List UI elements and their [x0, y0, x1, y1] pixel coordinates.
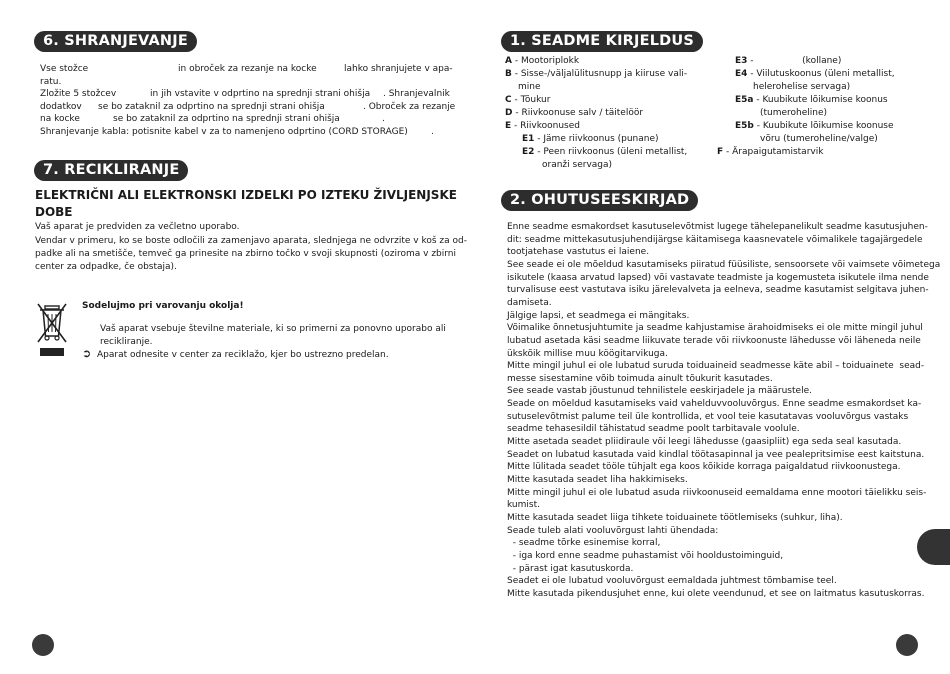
- text-line: . Shranjevalnik: [383, 89, 450, 99]
- text-line: .: [431, 127, 434, 137]
- section-title-shranjevanje: 6. SHRANJEVANJE: [34, 31, 197, 52]
- crossed-bin-icon: [37, 302, 67, 358]
- env-title: Sodelujmo pri varovanju okolja!: [82, 301, 244, 311]
- section-title-recikliranje: 7. RECIKLIRANJE: [34, 160, 188, 181]
- text-line: dit: seadme mittekasutusjuhendijärgse käitamisega kaasnevatele võimalikele tagajärgedele: [507, 234, 923, 245]
- list-item: E4 - Viilutuskoonus (üleni metallist,: [735, 69, 895, 79]
- text-line: - pärast igat kasutuskorda.: [507, 563, 634, 574]
- list-item: oranži servaga): [542, 160, 613, 170]
- env-line: recikliranje.: [100, 337, 153, 347]
- text-line: Zložite 5 stožcev: [40, 89, 117, 99]
- section-title-kirjeldus: 1. SEADME KIRJELDUS: [501, 31, 703, 52]
- text-line: Mitte mingil juhul ei ole lubatud asuda riivkoonuseid eemaldama enne mootori täielikku seis-: [507, 487, 927, 498]
- text-line: Seade tuleb alati vooluvõrgust lahti ühendada:: [507, 525, 719, 536]
- text-line: Vaš aparat je predviden za večletno uporabo.: [35, 222, 240, 232]
- text-line: Vse stožce: [40, 64, 89, 74]
- env-last-line: Aparat odnesite v center za reciklažo, kjer bo ustrezno predelan.: [97, 350, 389, 360]
- text-line: se bo zataknil za odprtino na sprednji strani ohišja: [113, 114, 340, 124]
- text-line: in obroček za rezanje na kocke: [178, 64, 317, 74]
- list-item: C - Tõukur: [505, 95, 551, 105]
- text-line: lubatud asetada käsi seadme liikuvate terade või riivkoonuste lähedusse või läheneda neile: [507, 335, 921, 346]
- recikliranje-heading-line2: DOBE: [35, 205, 73, 219]
- text-line: Mitte kasutada pikendusjuhet enne, kui olete veendunud, et see on laitmatus kasutuskorras.: [507, 588, 925, 599]
- list-item: E1 - Jäme riivkoonus (punane): [522, 134, 659, 144]
- text-line: seadme tehasesildil tähistatud seadme poolt tarbitavale voolule.: [507, 424, 800, 435]
- text-line: center za odpadke, če obstaja).: [35, 262, 177, 272]
- text-line: sutuselevõtmist palume teil üle kontrollida, et vool teie kasutatavas vooluvõrgus vastaks: [507, 411, 909, 422]
- text-line: Võimalike õnnetusjuhtumite ja seadme kahjustamise ärahoidmiseks ei ole mitte mingil juhul: [507, 323, 923, 334]
- recikliranje-heading-line1: ELEKTRIČNI ALI ELEKTRONSKI IZDELKI PO IZTEKU ŽIVLJENJSKE: [35, 188, 457, 202]
- text-line: Mitte lülitada seadet tööle tühjalt ega koos kõikide korraga paigaldatud riivkoonustega.: [507, 462, 901, 473]
- text-line: - iga kord enne seadme puhastamist või hooldustoiminguid,: [507, 550, 784, 561]
- text-line: See seade vastab jõustunud tehnilistele eeskirjadele ja määrustele.: [507, 386, 812, 397]
- list-item: E2 - Peen riivkoonus (üleni metallist,: [522, 147, 688, 157]
- list-item: E - Riivkoonused: [505, 121, 580, 131]
- env-line: Vaš aparat vsebuje številne materiale, ki so primerni za ponovno uporabo ali: [100, 324, 446, 334]
- text-line: in jih vstavite v odprtino na sprednji strani ohišja: [150, 89, 371, 99]
- section-title-ohutus: 2. OHUTUSEESKIRJAD: [501, 190, 698, 211]
- text-line: Jälgige lapsi, et seadmega ei mängitaks.: [507, 310, 690, 321]
- text-line: turvalisuse eest vastutava isiku järelevalveta ja eelneva, seadme kasutamist selgitava juhen-: [507, 285, 929, 296]
- list-item: A - Mootoriplokk: [505, 56, 580, 66]
- text-line: Vendar v primeru, ko se boste odločili za zamenjavo aparata, slednjega ne odvrzite v koš za od-: [35, 236, 467, 246]
- list-item: (tumeroheline): [760, 108, 828, 118]
- text-line: Shranjevanje kabla: potisnite kabel v za to namenjeno odprtino (CORD STORAGE): [40, 127, 408, 137]
- page-edge-tab: [917, 529, 950, 565]
- text-line: ratu.: [40, 77, 62, 87]
- list-item: võru (tumeroheline/valge): [760, 134, 878, 144]
- text-line: See seade ei ole mõeldud kasutamiseks piiratud füüsiliste, sensoorsete või vaimsete võimetega: [507, 259, 941, 270]
- list-item: B - Sisse-/väljalülitusnupp ja kiiruse vali-: [505, 69, 688, 79]
- text-line: isikutele (kaasa arvatud lapsed) või vastavate teadmiste ja kogemusteta isikutele ilma nende: [507, 272, 929, 283]
- text-line: kumist.: [507, 500, 540, 511]
- text-line: Enne seadme esmakordset kasutuselevõtmist lugege tähelepanelikult seadme kasutusjuhen-: [507, 222, 928, 232]
- text-line: Seade on mõeldud kasutamiseks vaid vahelduvvooluvõrgus. Enne seadme esmakordset ka-: [507, 399, 922, 410]
- list-item: helerohelise servaga): [753, 82, 851, 92]
- text-line: lahko shranjujete v apa-: [344, 64, 453, 74]
- list-item: F - Ärapaigutamistarvik: [717, 147, 824, 157]
- text-line: na kocke: [40, 114, 80, 124]
- text-line: Mitte kasutada seadet liha hakkimiseks.: [507, 475, 688, 485]
- text-line: dodatkov: [40, 102, 82, 112]
- text-line: se bo zataknil za odprtino na sprednji strani ohišja: [98, 102, 325, 112]
- text-line: Seadet ei ole lubatud vooluvõrgust eemaldada juhtmest tõmbamise teel.: [507, 576, 837, 587]
- list-item: mine: [518, 82, 541, 92]
- page-marker-left: [32, 634, 54, 656]
- list-item: E3 - (kollane): [735, 56, 842, 66]
- list-item: E5b - Kuubikute lõikumise koonuse: [735, 121, 894, 131]
- text-line: padke ali na smetišče, temveč ga prinesite na zbirno točko v svoji skupnosti (oziroma v zbirni: [35, 249, 457, 259]
- text-line: Mitte kasutada seadet liiga tihkete toiduainete töötlemiseks (suhkur, liha).: [507, 512, 843, 523]
- text-line: - seadme tõrke esinemise korral,: [507, 538, 661, 549]
- page-marker-right: [896, 634, 918, 656]
- text-line: tootjatehase vastutus ei laiene.: [507, 247, 650, 258]
- text-line: ükskõik millise muu köögitarvikuga.: [507, 348, 668, 359]
- text-line: .: [382, 114, 385, 124]
- text-line: damiseta.: [507, 297, 552, 308]
- arrow-bullet-icon: ➲: [82, 347, 92, 360]
- text-line: Mitte mingil juhul ei ole lubatud suruda toiduaineid seadmesse käte abil – toiduainete sead-: [507, 361, 925, 372]
- text-line: Mitte asetada seadet pliidiraule või leegi lähedusse (gaasipliit) ega seda seal kasutada.: [507, 437, 902, 448]
- list-item: D - Riivkoonuse salv / täitelöör: [505, 108, 644, 118]
- text-line: Seadet on lubatud kasutada vaid kindlal töötasapinnal ja vee pealepritsimise eest kaitstuna.: [507, 449, 925, 460]
- text-line: . Obroček za rezanje: [363, 102, 456, 112]
- text-line: messe sisestamine võib toimuda ainult tõukurit kasutades.: [507, 373, 773, 384]
- list-item: E5a - Kuubikute lõikumise koonus: [735, 95, 888, 105]
